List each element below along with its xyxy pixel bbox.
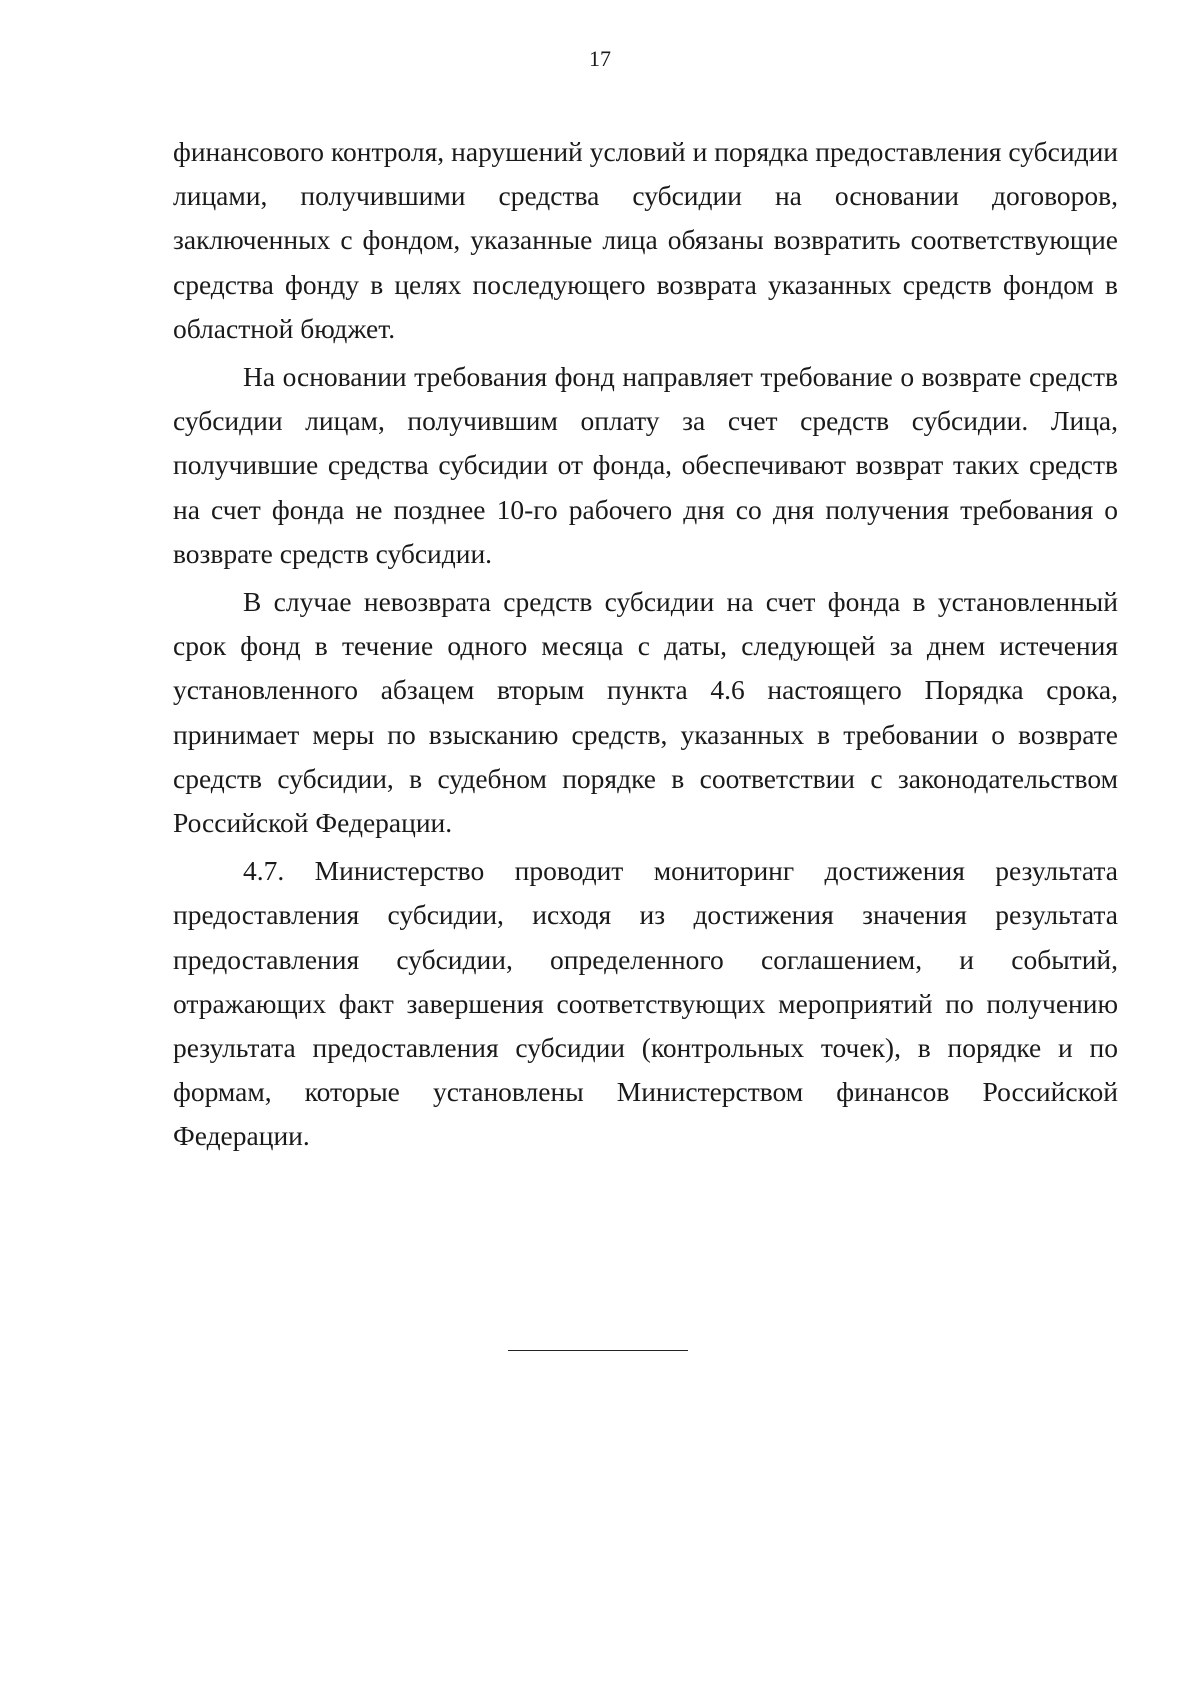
document-body [173,130,1118,1163]
paragraph-4-7-monitoring: 4.7. Министерство проводит мониторинг достижения результата предоставления субсидии, исходя из достижения значения результата предоставления субсидии, определенного соглашением, и событий, отражающих факт завершения соответствующих мероприятий по получению результата предоставления субсидии (контрольных точек), в порядке и по формам, которые установлены Министерством финансов Российской Федерации. [173,855,1118,1152]
paragraph-continuation: финансового контроля, нарушений условий и порядка предоставления субсидии лицами, получившими средства субсидии на основании договоров, заключенных с фондом, указанные лица обязаны возвратить соответствующие средства фонду в целях последующего возврата указанных средств фондом в областной бюджет. [173,136,1118,344]
end-of-document-rule [508,1350,688,1351]
paragraph-return-demand: На основании требования фонд направляет требование о возврате средств субсидии лицам, получившим оплату за счет средств субсидии. Лица, получившие средства субсидии от фонда, обеспечивают возврат таких средств на счет фонда не позднее 10-го рабочего дня со дня получения требования о возврате средств субсидии. [173,361,1118,569]
page-number: 17 [589,46,611,71]
paragraph-non-return: В случае невозврата средств субсидии на счет фонда в установленный срок фонд в течение одного месяца с даты, следующей за днем истечения установленного абзацем вторым пункта 4.6 настоящего Порядка срока, принимает меры по взысканию средств, указанных в требовании о возврате средств субсидии, в судебном порядке в соответствии с законодательством Российской Федерации. [173,586,1118,839]
